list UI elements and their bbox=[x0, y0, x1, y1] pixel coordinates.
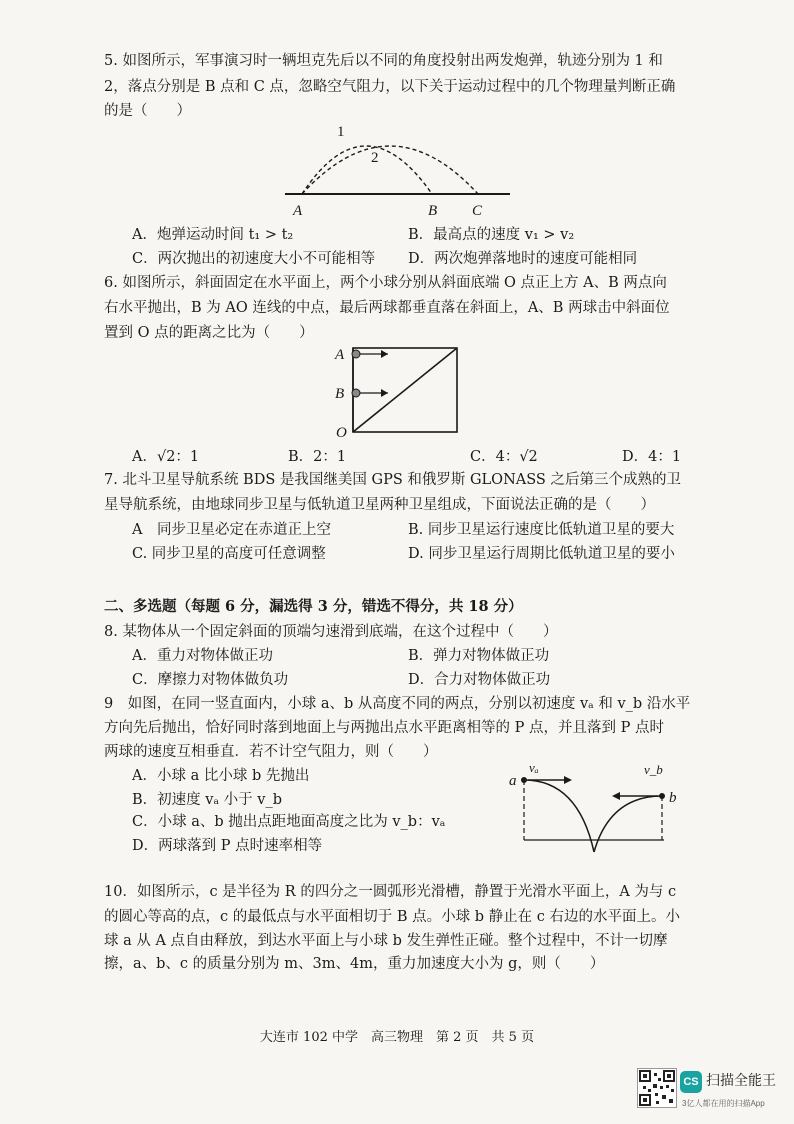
q6-option-b: B．2：1 bbox=[288, 449, 347, 465]
scanner-app-name: 扫描全能王 bbox=[706, 1072, 776, 1088]
qr-code-icon bbox=[637, 1068, 677, 1108]
q5-option-c: C．两次抛出的初速度大小不可能相等 bbox=[132, 251, 376, 267]
q7-option-d: D. 同步卫星运行周期比低轨道卫星的要小 bbox=[408, 546, 675, 562]
q8-stem: 8. 某物体从一个固定斜面的顶端匀速滑到底端，在这个过程中（ ） bbox=[104, 624, 558, 640]
q7-option-b: B. 同步卫星运行速度比低轨道卫星的要大 bbox=[408, 522, 675, 538]
q5-option-d: D．两次炮弹落地时的速度可能相同 bbox=[408, 251, 638, 267]
ball-b bbox=[352, 389, 360, 397]
q6-stem-line3: 置到 O 点的距离之比为（ ） bbox=[104, 325, 314, 341]
arrowhead-b bbox=[381, 389, 388, 397]
ball-a bbox=[352, 350, 360, 358]
q7-stem-line2: 星导航系统，由地球同步卫星与低轨道卫星两种卫星组成，下面说法正确的是（ ） bbox=[104, 497, 655, 513]
arrowhead-va bbox=[564, 776, 572, 784]
incline-slope bbox=[353, 348, 457, 432]
q6-option-c: C．4：√2 bbox=[470, 449, 538, 465]
q8-option-b: B．弹力对物体做正功 bbox=[408, 648, 550, 664]
scanner-tagline: 3亿人都在用的扫描App bbox=[682, 1099, 765, 1108]
q7-option-a: A 同步卫星必定在赤道正上空 bbox=[132, 522, 331, 538]
label-point-b: B bbox=[428, 203, 438, 219]
label-vb: v_b bbox=[644, 762, 663, 777]
label-a: A bbox=[335, 347, 345, 363]
q6-option-d: D．4：1 bbox=[622, 449, 682, 465]
q6-stem-line2: 右水平抛出，B 为 AO 连线的中点，最后两球都垂直落在斜面上，A、B 两球击中斜面位 bbox=[104, 300, 670, 316]
q6-incline-figure bbox=[330, 340, 470, 440]
q5-option-a: A．炮弹运动时间 t₁ > t₂ bbox=[132, 227, 294, 243]
label-curve-1: 1 bbox=[337, 124, 345, 140]
q8-option-a: A．重力对物体做正功 bbox=[132, 648, 273, 664]
label-point-a: A bbox=[293, 203, 303, 219]
q9-option-b: B．初速度 vₐ 小于 v_b bbox=[132, 792, 282, 808]
q6-stem-line1: 6. 如图所示，斜面固定在水平面上，两个小球分别从斜面底端 O 点正上方 A、B 两点向 bbox=[104, 275, 667, 291]
ball-b bbox=[659, 793, 665, 799]
label-point-c: C bbox=[472, 203, 483, 219]
q6-option-a: A．√2：1 bbox=[132, 449, 200, 465]
q5-trajectory-figure bbox=[280, 118, 530, 224]
section-2-heading: 二、多选题（每题 6 分，漏选得 3 分，错选不得分，共 18 分） bbox=[104, 598, 523, 615]
label-b: B bbox=[335, 386, 345, 402]
q10-stem-line4: 擦，a、b、c 的质量分别为 m、3m、4m，重力加速度大小为 g，则（ ） bbox=[104, 956, 605, 972]
label-b: b bbox=[669, 790, 677, 806]
q8-option-c: C．摩擦力对物体做负功 bbox=[132, 672, 289, 688]
q8-option-d: D．合力对物体做正功 bbox=[408, 672, 551, 688]
q7-option-c: C. 同步卫星的高度可任意调整 bbox=[132, 546, 326, 562]
q5-stem-line3: 的是（ ） bbox=[104, 103, 191, 119]
trajectory-a bbox=[524, 780, 594, 852]
ball-a bbox=[521, 777, 527, 783]
q5-stem-line2: 2，落点分别是 B 点和 C 点，忽略空气阻力，以下关于运动过程中的几个物理量判断正确 bbox=[104, 79, 676, 95]
q9-option-a: A．小球 a 比小球 b 先抛出 bbox=[132, 768, 310, 784]
arrowhead-a bbox=[381, 350, 388, 358]
q10-stem-line1: 10．如图所示，c 是半径为 R 的四分之一圆弧形光滑槽，静置于光滑水平面上，A 为与 c bbox=[104, 884, 677, 900]
q9-stem-line3: 两球的速度互相垂直．若不计空气阻力，则（ ） bbox=[104, 744, 438, 760]
q10-stem-line3: 球 a 从 A 点自由释放，到达水平面上与小球 b 发生弹性正碰。整个过程中，不计一切摩 bbox=[104, 933, 668, 949]
arrowhead-vb bbox=[612, 792, 620, 800]
q10-stem-line2: 的圆心等高的点，c 的最低点与水平面相切于 B 点。小球 b 静止在 c 右边的水平面上。小 bbox=[104, 909, 680, 925]
label-va: vₐ bbox=[529, 760, 539, 775]
q9-stem-line2: 方向先后抛出，恰好同时落到地面上与两抛出点水平距离相等的 P 点，并且落到 P 点时 bbox=[104, 720, 664, 736]
label-curve-2: 2 bbox=[371, 150, 379, 166]
q5-option-b: B．最高点的速度 v₁ > v₂ bbox=[408, 227, 575, 243]
q9-stem-line1: 9 如图，在同一竖直面内，小球 a、b 从高度不同的两点，分别以初速度 vₐ 和 v_b 沿水平 bbox=[104, 696, 691, 712]
page-footer: 大连市 102 中学 高三物理 第 2 页 共 5 页 bbox=[259, 1030, 535, 1045]
q9-option-c: C．小球 a、b 抛出点距地面高度之比为 v_b：vₐ bbox=[132, 814, 446, 830]
q7-stem-line1: 7. 北斗卫星导航系统 BDS 是我国继美国 GPS 和俄罗斯 GLONASS 之后第三个成熟的卫 bbox=[104, 472, 681, 488]
label-a: a bbox=[509, 773, 517, 789]
q9-option-d: D．两球落到 P 点时速率相等 bbox=[132, 838, 323, 854]
camscanner-logo-icon: CS bbox=[680, 1071, 702, 1093]
q5-stem-line1: 5. 如图所示，军事演习时一辆坦克先后以不同的角度投射出两发炮弹，轨迹分别为 1 和 bbox=[104, 53, 663, 69]
q9-projectile-figure bbox=[506, 758, 696, 858]
label-o: O bbox=[336, 425, 347, 440]
trajectory-1 bbox=[302, 146, 432, 194]
trajectory-b bbox=[594, 796, 662, 852]
